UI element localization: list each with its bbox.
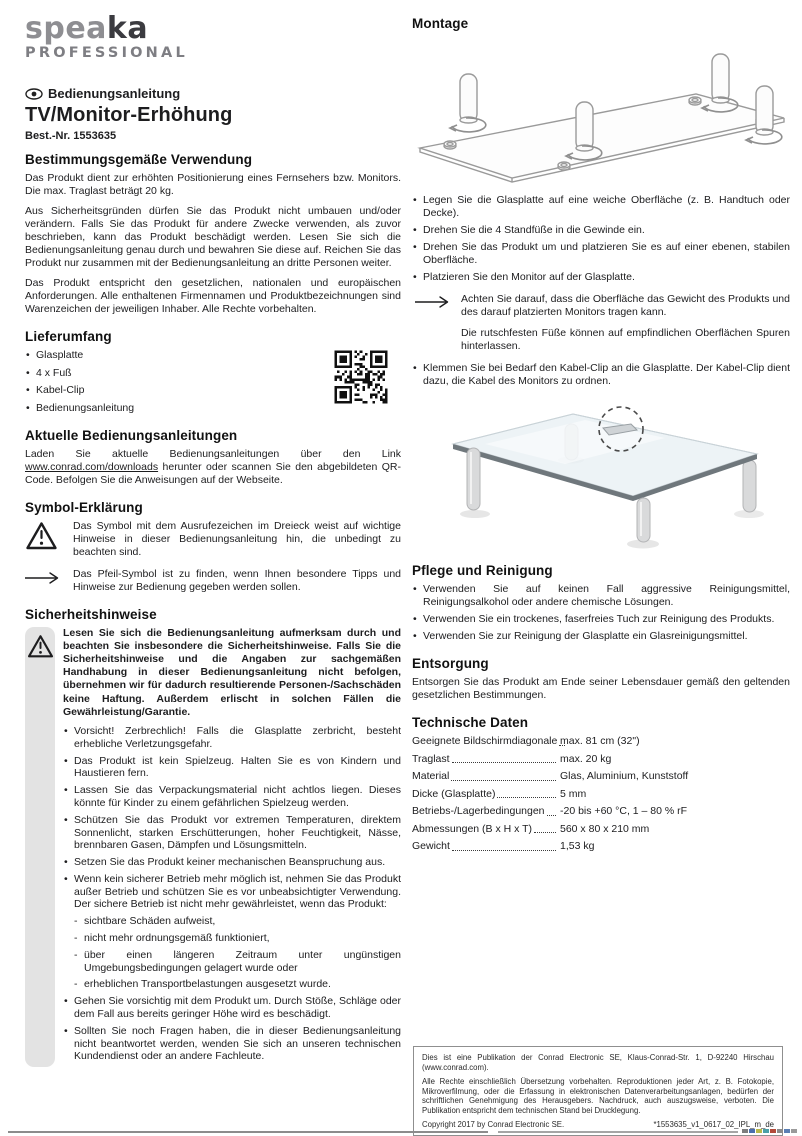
right-column	[412, 16, 790, 858]
product-render-illustration	[425, 398, 777, 550]
page-edge-line	[8, 1131, 488, 1133]
safety-bullet: • Gehen Sie vorsichtig mit dem Produkt um. Durch Stöße, Schläge oder dem Fall aus bereits geringer Höhe wird es beschädigt.	[63, 995, 401, 1021]
tech-label: Gewicht	[412, 840, 450, 852]
safety-bullet: • Wenn kein sicherer Betrieb mehr möglich ist, nehmen Sie das Produkt außer Betrieb und schützen Sie es vor unbeabsichtigter Verwendung. Der sichere Betrieb ist nicht mehr gewährleistet, wenn das Produkt:	[63, 873, 401, 911]
safety-content	[63, 627, 401, 1068]
intended-use-paragraph: Aus Sicherheitsgründen dürfen Sie das Produkt nicht umbauen und/oder verändern. Falls Sie das Produkt für andere Zwecke verwenden, als zuvor beschrieben, kann das Produkt beschädigt werden. Lesen Sie sich die Bedienungsanleitung genau durch und bewahren Sie diese auf. Reichen Sie das Produkt nur zusammen mit der Bedienungsanleitung an dritte Personen weiter.	[25, 205, 401, 269]
brand-logo-wordmark	[25, 11, 401, 46]
page-title: TV/Monitor-Erhöhung	[25, 104, 233, 126]
imprint-doc-code: *1553635_v1_0617_02_IPL_m_de	[653, 1120, 774, 1130]
tech-row	[412, 753, 790, 766]
montage-bullet: • Platzieren Sie den Monitor auf der Glasplatte.	[412, 271, 790, 284]
print-color-marks	[742, 1129, 797, 1133]
tech-row	[412, 823, 790, 836]
safety-bullet: • Sollten Sie noch Fragen haben, die in dieser Bedienungsanleitung nicht beantwortet werden, wenden Sie sich an unseren technischen Kundendienst oder an andere Fachleute.	[63, 1025, 401, 1063]
tech-label: Material	[412, 770, 450, 782]
montage-note	[415, 293, 790, 319]
heading-tech-data: Technische Daten	[412, 715, 529, 730]
warning-triangle-icon	[27, 634, 54, 659]
dotted-leader	[497, 797, 556, 798]
safety-sub-bullet: - nicht mehr ordnungsgemäß funktioniert,	[74, 932, 401, 945]
montage-bullet: • Legen Sie die Glasplatte auf eine weiche Oberfläche (z. B. Handtuch oder Decke).	[412, 194, 790, 220]
tech-row	[412, 788, 790, 801]
list-item: • 4 x Fuß	[25, 367, 401, 380]
warning-symbol-text: Das Symbol mit dem Ausrufezeichen im Dreieck weist auf wichtige Hinweise in dieser Bedienungsanleitung hin, die unbedingt zu beachten sind.	[73, 519, 401, 558]
downloads-link[interactable]: www.conrad.com/downloads	[25, 460, 159, 473]
tech-label: Geeignete Bildschirmdiagonale	[412, 735, 558, 747]
tech-value: max. 81 cm (32")	[560, 735, 640, 747]
current-manuals-paragraph	[25, 448, 401, 487]
eye-icon	[25, 88, 43, 100]
qr-code-svg	[333, 349, 389, 405]
dotted-leader	[452, 762, 556, 763]
scope-of-delivery-section	[25, 329, 401, 415]
arrow-icon	[415, 293, 450, 319]
doc-type-label: Bedienungsanleitung	[48, 86, 181, 101]
tech-label: Dicke (Glasplatte)	[412, 787, 496, 800]
symbol-row-arrow	[25, 568, 401, 594]
heading-scope: Lieferumfang	[25, 329, 112, 344]
tech-value: 1,53 kg	[560, 840, 595, 852]
heading-symbol-explanation: Symbol-Erklärung	[25, 499, 143, 515]
symbol-row-warning	[25, 520, 401, 559]
imprint-copyright: Copyright 2017 by Conrad Electronic SE.	[422, 1120, 565, 1130]
list-item: • Bedienungsanleitung	[25, 402, 401, 415]
intended-use-paragraph: Das Produkt entspricht den gesetzlichen, nationalen und europäischen Anforderungen. Alle enthaltenen Firmennamen und Produktbezeichnungen sind Warenzeichen der jeweiligen Inhaber. Alle Rechte vorbehalten.	[25, 277, 401, 315]
arrow-icon	[25, 568, 62, 594]
tech-label: Abmessungen (B x H x T)	[412, 822, 533, 835]
safety-bullet: • Setzen Sie das Produkt keiner mechanischen Beanspruchung aus.	[63, 856, 401, 869]
dotted-leader	[534, 832, 556, 833]
logo-text-spea: spea	[25, 11, 107, 46]
disposal-paragraph: Entsorgen Sie das Produkt am Ende seiner Lebensdauer gemäß den geltenden gesetzlichen Bestimmungen.	[412, 676, 790, 701]
tech-value: max. 20 kg	[560, 752, 612, 765]
montage-bullet: • Drehen Sie das Produkt um und platzieren Sie es auf einer ebenen, stabilen Oberfläche.	[412, 241, 790, 267]
page-edge-line	[498, 1131, 738, 1133]
montage-note-text: Achten Sie darauf, dass die Oberfläche das Gewicht des Produkts und des darauf platzierten Monitors tragen kann.	[461, 293, 790, 318]
safety-intro: Lesen Sie sich die Bedienungsanleitung aufmerksam durch und beachten Sie insbesondere die Sicherheitshinweise. Falls Sie die Sicherheitshinweise und die Angaben zur sachgemäßen Handhabung in dieser Bedienungsanleitung nicht befolgen, übernehmen wir für dadurch resultierende Personen-/Sachschäden keine Haftung. Außerdem erlischt in solchen Fällen die Gewährleistung/Garantie.	[63, 626, 401, 718]
care-bullet: • Verwenden Sie zur Reinigung der Glasplatte ein Glasreinigungsmittel.	[412, 630, 790, 643]
left-column	[25, 11, 401, 1067]
tech-row	[412, 805, 790, 818]
brand-logo	[25, 11, 401, 61]
heading-disposal: Entsorgung	[412, 656, 489, 671]
safety-sub-bullet: - sichtbare Schäden aufweist,	[74, 915, 401, 928]
safety-bullet: • Das Produkt ist kein Spielzeug. Halten Sie es von Kindern und Haustieren fern.	[63, 755, 401, 781]
montage-bullet: • Klemmen Sie bei Bedarf den Kabel-Clip an die Glasplatte. Der Kabel-Clip dient dazu, die Kabel des Monitors zu ordnen.	[412, 362, 790, 388]
heading-current-manuals: Aktuelle Bedienungsanleitungen	[25, 427, 238, 443]
care-bullet: • Verwenden Sie auf keinen Fall aggressive Reinigungsmittel, Reinigungsalkohol oder andere chemische Lösungen.	[412, 583, 790, 609]
heading-care: Pflege und Reinigung	[412, 563, 553, 578]
safety-bullet: • Schützen Sie das Produkt vor extremen Temperaturen, direktem Sonnenlicht, starken Erschütterungen, hoher Feuchtigkeit, Nässe, brennbaren Gasen, Dämpfen und Lösungsmitteln.	[63, 814, 401, 852]
safety-bullet: • Lassen Sie das Verpackungsmaterial nicht achtlos liegen. Dieses könnte für Kinder zu einem gefährlichen Spielzeug werden.	[63, 784, 401, 810]
safety-notes-block	[25, 627, 401, 1068]
safety-sub-bullet: - über einen längeren Zeitraum unter ungünstigen Umgebungsbedingungen gelagert wurde oder	[74, 949, 401, 975]
tech-value: 5 mm	[560, 787, 587, 800]
heading-intended-use: Bestimmungsgemäße Verwendung	[25, 152, 253, 167]
tech-value: Glas, Aluminium, Kunststoff	[560, 770, 689, 782]
tech-label: Traglast	[412, 752, 450, 765]
logo-text-ka: ka	[106, 11, 149, 46]
tech-value: 560 x 80 x 210 mm	[560, 822, 650, 835]
montage-bullet: • Drehen Sie die 4 Standfüße in die Gewinde ein.	[412, 224, 790, 237]
dotted-leader	[451, 780, 556, 781]
imprint-box	[413, 1046, 783, 1136]
tech-data-table	[412, 735, 790, 853]
tech-value: -20 bis +60 °C, 1 – 80 % rF	[560, 805, 688, 817]
doc-type-row	[25, 86, 401, 101]
intended-use-paragraph: Das Produkt dient zur erhöhten Positionierung eines Fernsehers bzw. Monitors. Die max. Traglast beträgt 20 kg.	[25, 172, 401, 197]
imprint-bottom-row	[422, 1120, 774, 1130]
safety-sub-bullet: - erheblichen Transportbelastungen ausgesetzt wurde.	[74, 978, 401, 991]
dotted-leader	[547, 815, 556, 816]
logo-subtitle: PROFESSIONAL	[25, 45, 188, 61]
imprint-rights: Alle Rechte einschließlich Übersetzung vorbehalten. Reproduktionen jeder Art, z. B. Fotokopie, Mikroverfilmung, oder die Erfassung in elektronischen Datenverarbeitungsanlagen, bedürfen der schriftlichen Genehmigung des Herausgebers. Nachdruck, auch auszugsweise, verboten. Die Publikation entspricht dem technischen Stand bei Drucklegung.	[422, 1076, 774, 1116]
warning-triangle-icon	[25, 520, 62, 559]
tech-row	[412, 770, 790, 783]
qr-code	[333, 349, 389, 405]
imprint-publisher: Dies ist eine Publikation der Conrad Electronic SE, Klaus-Conrad-Str. 1, D-92240 Hirschau (www.conrad.com).	[422, 1053, 774, 1072]
montage-note-text-2: Die rutschfesten Füße können auf empfindlichen Oberflächen Spuren hinterlassen.	[461, 327, 790, 352]
care-bullet: • Verwenden Sie ein trockenes, faserfreies Tuch zur Reinigung des Produkts.	[412, 613, 790, 626]
tech-row	[412, 840, 790, 853]
list-item: • Kabel-Clip	[25, 384, 401, 397]
tech-label: Betriebs-/Lagerbedingungen	[412, 805, 545, 817]
order-number: Best.-Nr. 1553635	[25, 130, 117, 142]
tech-row	[412, 735, 790, 748]
manuals-text-after: herunter oder scannen Sie den abgebildeten QR-Code. Befolgen Sie die Anweisungen auf der Webseite.	[25, 460, 401, 486]
assembly-line-drawing	[412, 36, 790, 188]
list-item: • Glasplatte	[25, 349, 401, 362]
manuals-text-before: Laden Sie aktuelle Bedienungsanleitungen über den Link	[25, 447, 401, 460]
safety-bullet: • Vorsicht! Zerbrechlich! Falls die Glasplatte zerbricht, besteht erhebliche Verletzungsgefahr.	[63, 725, 401, 751]
heading-montage: Montage	[412, 16, 469, 31]
dotted-leader	[452, 850, 556, 851]
heading-safety: Sicherheitshinweise	[25, 606, 157, 622]
arrow-symbol-text: Das Pfeil-Symbol ist zu finden, wenn Ihnen besondere Tipps und Hinweise zur Bedienung gegeben werden sollen.	[73, 567, 401, 593]
safety-sidebar	[25, 627, 55, 1068]
